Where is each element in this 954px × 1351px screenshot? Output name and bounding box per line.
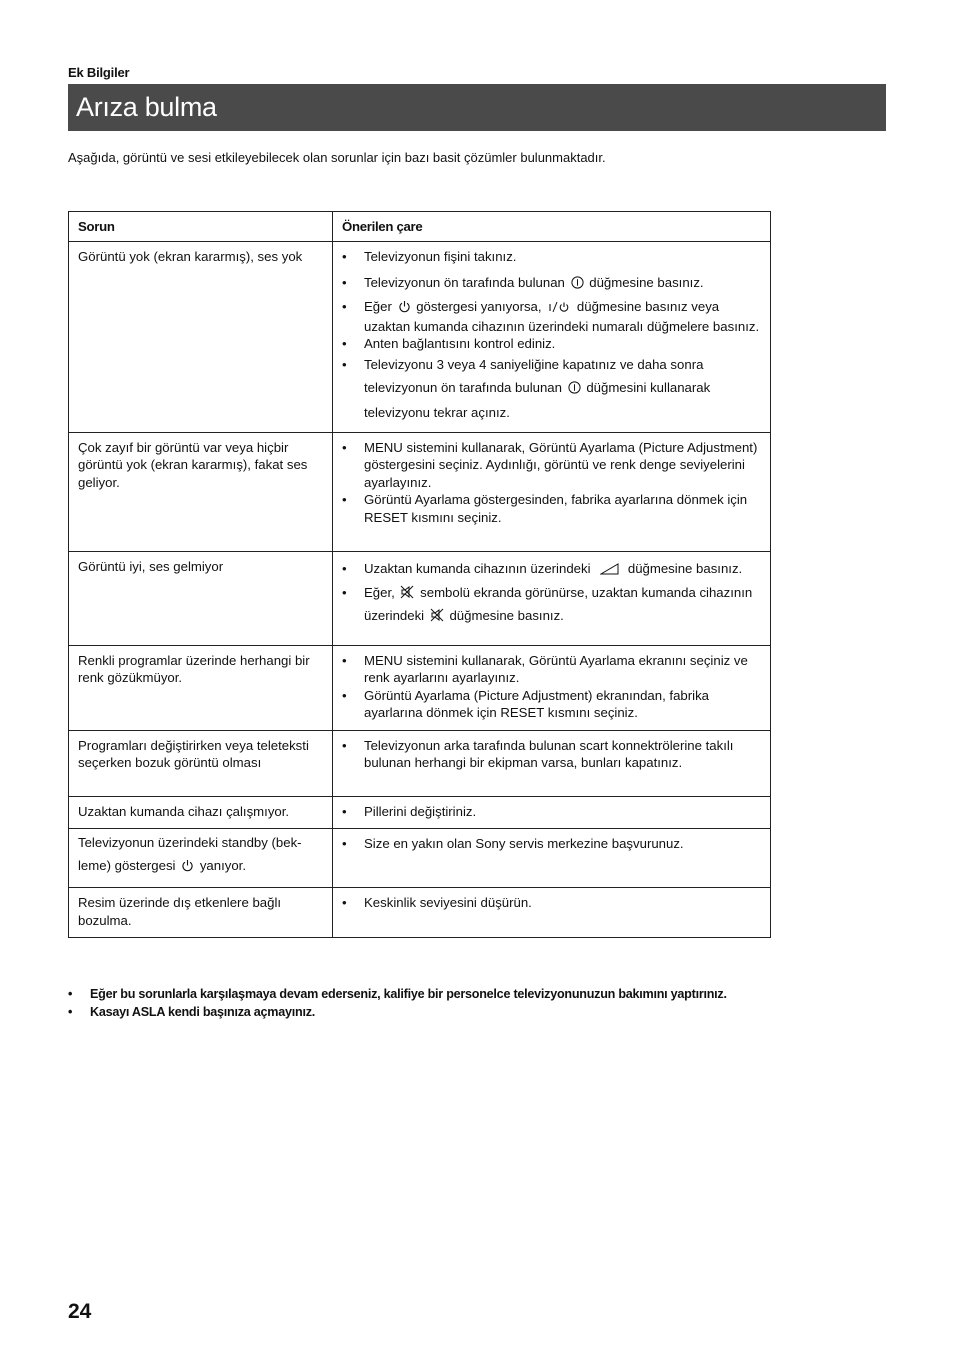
power-standby-icon: [547, 300, 571, 318]
section-label: Ek Bilgiler: [68, 65, 130, 80]
problem-cell: Uzaktan kumanda cihazı çalışmıyor.: [69, 796, 333, 829]
table-row: [69, 888, 771, 938]
column-header-remedy: Önerilen çare: [333, 212, 771, 242]
warning-notes: [68, 985, 727, 1021]
table-header-row: [69, 212, 771, 242]
table-row: [69, 796, 771, 829]
problem-cell: Görüntü yok (ekran kararmış), ses yok: [69, 242, 333, 433]
remedy-item: • MENU sistemini kullanarak, Görüntü Ayarlama ekranını seçiniz ve renk ayarlarını ayarlayınız.: [342, 652, 762, 687]
table-row: [69, 730, 771, 796]
remedy-cell: [333, 432, 771, 551]
remedy-item: • Keskinlik seviyesini düşürün.: [342, 894, 762, 912]
power-button-icon: [568, 378, 581, 401]
remedy-item: • Uzaktan kumanda cihazının üzerindeki düğmesine basınız.: [342, 560, 762, 580]
problem-cell: Çok zayıf bir görüntü var veya hiçbir görüntü yok (ekran kararmış), fakat ses geliyor.: [69, 432, 333, 551]
note-item: • Kasayı ASLA kendi başınıza açmayınız.: [68, 1003, 727, 1021]
remedy-cell: [333, 730, 771, 796]
table-row: [69, 432, 771, 551]
remedy-item: • Televizyonun ön tarafında bulunan düğmesine basınız.: [342, 274, 762, 294]
table-row: [69, 242, 771, 433]
problem-cell: Televizyonun üzerindeki standby (bek-leme) göstergesi yanıyor.: [69, 829, 333, 888]
problem-cell: Görüntü iyi, ses gelmiyor: [69, 551, 333, 645]
remedy-cell: [333, 645, 771, 730]
remedy-cell: [333, 551, 771, 645]
remedy-item: • Televizyonu 3 veya 4 saniyeliğine kapatınız ve daha sonra televizyonun ön tarafında bulunan düğmesini kullanarak televizyonu tekrar açınız.: [342, 353, 762, 424]
title-bar: [68, 84, 886, 131]
remedy-item: • Eğer, sembolü ekranda görünürse, uzaktan kumanda cihazının üzerindeki düğmesine basınız.: [342, 582, 762, 628]
problem-cell: Renkli programlar üzerinde herhangi bir renk gözükmüyor.: [69, 645, 333, 730]
mute-icon: [430, 607, 444, 628]
table-row: [69, 829, 771, 888]
remedy-item: • Görüntü Ayarlama göstergesinden, fabrika ayarlarına dönmek için RESET kısmını seçiniz.: [342, 491, 762, 526]
volume-icon: [600, 562, 620, 580]
mute-icon: [400, 584, 414, 605]
remedy-item: • MENU sistemini kullanarak, Görüntü Ayarlama (Picture Adjustment) göstergesini seçiniz. Aydınlığı, görüntü ve renk denge seviyelerini ayarlayınız.: [342, 439, 762, 492]
standby-indicator-icon: [181, 856, 194, 879]
note-item: • Eğer bu sorunlarla karşılaşmaya devam ederseniz, kalifiye bir personelce televizyonunuzun bakımını yaptırınız.: [68, 985, 727, 1003]
power-button-icon: [571, 276, 584, 294]
troubleshooting-table: [68, 211, 771, 938]
problem-cell: Programları değiştirirken veya teleteksti seçerken bozuk görüntü olması: [69, 730, 333, 796]
standby-indicator-icon: [398, 300, 411, 318]
column-header-problem: Sorun: [69, 212, 333, 242]
remedy-cell: [333, 888, 771, 938]
remedy-item: • Size en yakın olan Sony servis merkezine başvurunuz.: [342, 835, 762, 853]
page-number: 24: [68, 1300, 92, 1323]
remedy-item: • Görüntü Ayarlama (Picture Adjustment) ekranından, fabrika ayarlarına dönmek için RESET kısmını seçiniz.: [342, 687, 762, 722]
remedy-item: • Televizyonun fişini takınız.: [342, 248, 762, 266]
table-row: [69, 551, 771, 645]
remedy-cell: [333, 242, 771, 433]
remedy-item: • Televizyonun arka tarafında bulunan scart konnektrölerine takılı bulunan herhangi bir ekipman varsa, bunları kapatınız.: [342, 737, 762, 772]
remedy-item: • Eğer göstergesi yanıyorsa, düğmesine basınız veya uzaktan kumanda cihazının üzerindeki numaralı düğmelere basınız.: [342, 298, 762, 335]
problem-cell: Resim üzerinde dış etkenlere bağlı bozulma.: [69, 888, 333, 938]
intro-text: Aşağıda, görüntü ve sesi etkileyebilecek olan sorunlar için bazı basit çözümler bulunmaktadır.: [68, 150, 606, 165]
page-title: Arıza bulma: [76, 92, 217, 122]
remedy-cell: [333, 829, 771, 888]
remedy-item: • Anten bağlantısını kontrol ediniz.: [342, 335, 762, 353]
table-row: [69, 645, 771, 730]
remedy-item: • Pillerini değiştiriniz.: [342, 803, 762, 821]
remedy-cell: [333, 796, 771, 829]
